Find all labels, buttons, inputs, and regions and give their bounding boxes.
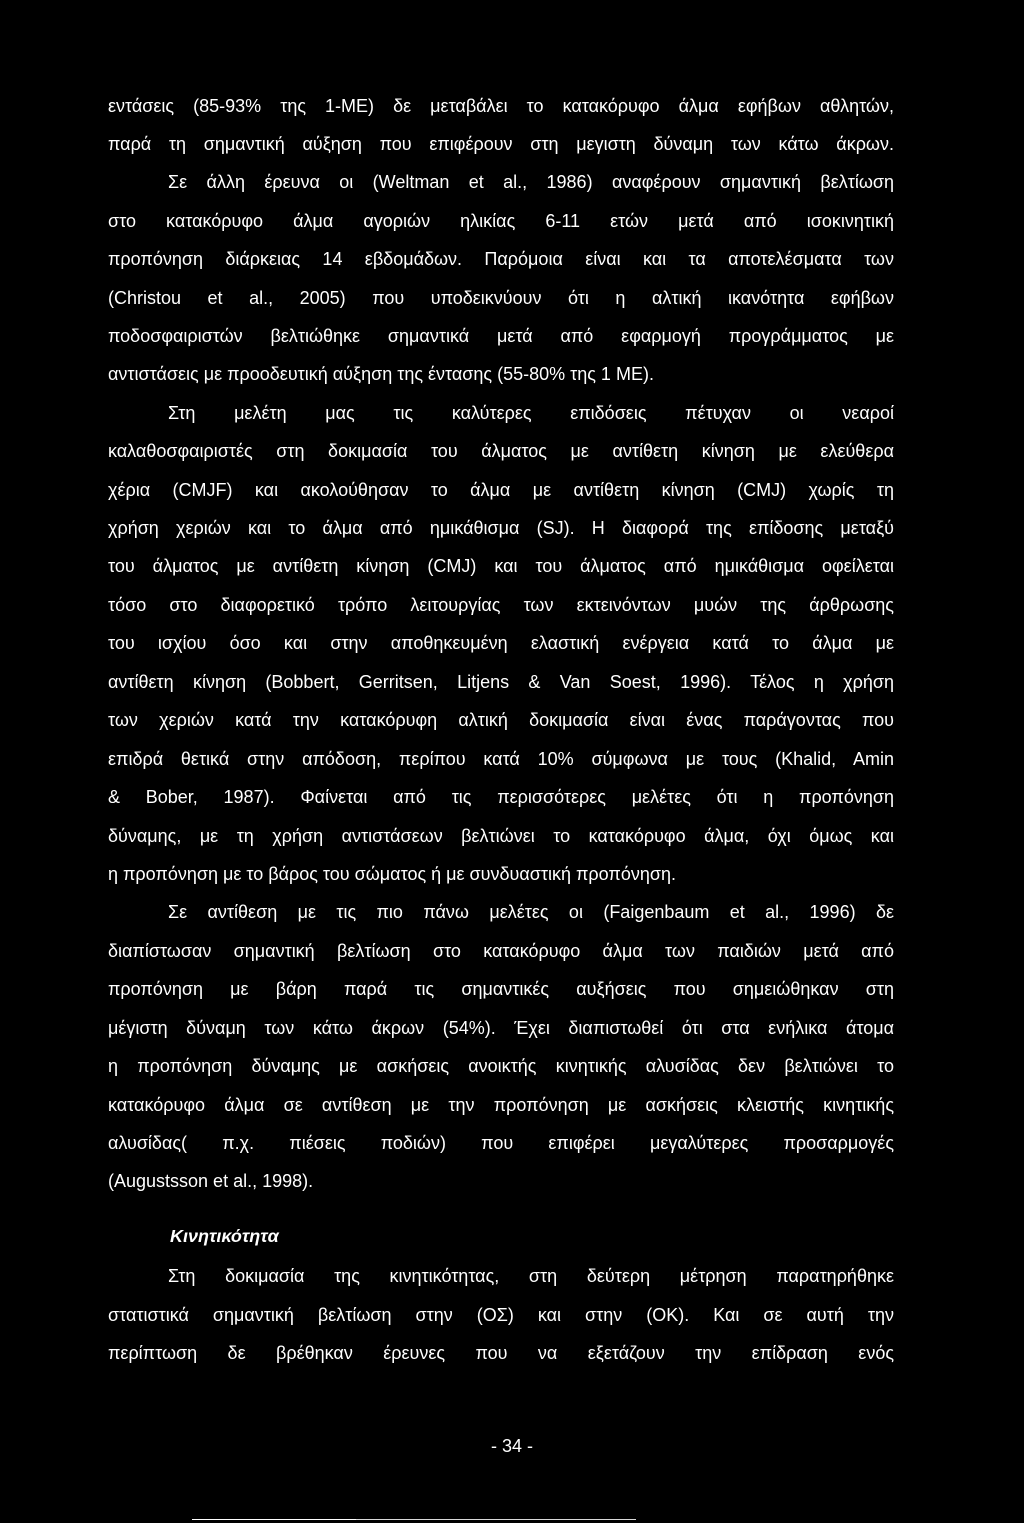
text-line: αλυσίδας( π.χ. πιέσεις ποδιών) που επιφέρει μεγαλύτερες προσαρμογές xyxy=(108,1133,894,1153)
text-line: χρήση χεριών και το άλμα από ημικάθισμα (SJ). Η διαφορά της επίδοσης μεταξύ xyxy=(108,518,894,538)
text-line: των χεριών κατά την κατακόρυφη αλτική δοκιμασία είναι ένας παράγοντας που xyxy=(108,710,894,730)
footer-rule-left xyxy=(192,1519,356,1520)
text-line: & Bober, 1987). Φαίνεται από τις περισσότερες μελέτες ότι η προπόνηση xyxy=(108,787,894,807)
text-line: (Christou et al., 2005) που υποδεικνύουν ότι η αλτική ικανότητα εφήβων xyxy=(108,288,894,308)
body-paragraphs xyxy=(108,96,894,1191)
text-line: Στη δοκιμασία της κινητικότητας, στη δεύτερη μέτρηση παρατηρήθηκε xyxy=(168,1266,894,1286)
text-line: η προπόνηση με το βάρος του σώματος ή με συνδυαστική προπόνηση. xyxy=(108,864,676,884)
text-line: τόσο στο διαφορετικό τρόπο λειτουργίας των εκτεινόντων μυών της άρθρωσης xyxy=(108,595,894,615)
text-line: αντίθετη κίνηση (Bobbert, Gerritsen, Litjens & Van Soest, 1996). Τέλος η χρήση xyxy=(108,672,894,692)
text-line: επιδρά θετικά στην απόδοση, περίπου κατά 10% σύμφωνα με τους (Khalid, Amin xyxy=(108,749,894,769)
text-line: μέγιστη δύναμη των κάτω άκρων (54%). Έχει διαπιστωθεί ότι στα ενήλικα άτομα xyxy=(108,1018,894,1038)
text-line: κατακόρυφο άλμα σε αντίθεση με την προπόνηση με ασκήσεις κλειστής κινητικής xyxy=(108,1095,894,1115)
text-line: καλαθοσφαιριστές στη δοκιμασία του άλματος με αντίθετη κίνηση με ελεύθερα xyxy=(108,441,894,461)
text-line: του ισχίου όσο και στην αποθηκευμένη ελαστική ενέργεια κατά το άλμα με xyxy=(108,633,894,653)
text-line: εντάσεις (85-93% της 1-ΜΕ) δε μεταβάλει το κατακόρυφο άλμα εφήβων αθλητών, xyxy=(108,96,894,116)
text-line: του άλματος με αντίθετη κίνηση (CMJ) και του άλματος από ημικάθισμα οφείλεται xyxy=(108,556,894,576)
section-heading: Κινητικότητα xyxy=(170,1226,279,1246)
text-line: προπόνηση διάρκειας 14 εβδομάδων. Παρόμοια είναι και τα αποτελέσματα των xyxy=(108,249,894,269)
page-number: - 34 - xyxy=(490,1436,533,1456)
section-paragraph xyxy=(108,1266,894,1363)
text-line: η προπόνηση δύναμης με ασκήσεις ανοικτής κινητικής αλυσίδας δεν βελτιώνει το xyxy=(108,1056,894,1076)
text-line: περίπτωση δε βρέθηκαν έρευνες που να εξετάζουν την επίδραση ενός xyxy=(108,1343,894,1363)
text-line: χέρια (CMJF) και ακολούθησαν το άλμα με αντίθετη κίνηση (CMJ) χωρίς τη xyxy=(108,480,894,500)
text-line: προπόνηση με βάρη παρά τις σημαντικές αυξήσεις που σημειώθηκαν στη xyxy=(108,979,894,999)
text-line: Σε άλλη έρευνα οι (Weltman et al., 1986) αναφέρουν σημαντική βελτίωση xyxy=(168,172,894,192)
footer-rule-right xyxy=(356,1519,636,1520)
text-line: στατιστικά σημαντική βελτίωση στην (ΟΣ) και στην (ΟΚ). Και σε αυτή την xyxy=(108,1305,894,1325)
text-line: παρά τη σημαντική αύξηση που επιφέρουν στη μεγιστη δύναμη των κάτω άκρων. xyxy=(108,134,894,154)
text-line: δύναμης, με τη χρήση αντιστάσεων βελτιώνει το κατακόρυφο άλμα, όχι όμως και xyxy=(108,826,894,846)
text-line: Στη μελέτη μας τις καλύτερες επιδόσεις πέτυχαν οι νεαροί xyxy=(168,403,894,423)
text-line: Σε αντίθεση με τις πιο πάνω μελέτες οι (Faigenbaum et al., 1996) δε xyxy=(168,902,894,922)
text-line: ποδοσφαιριστών βελτιώθηκε σημαντικά μετά από εφαρμογή προγράμματος με xyxy=(108,326,894,346)
text-line: στο κατακόρυφο άλμα αγοριών ηλικίας 6-11 ετών μετά από ισοκινητική xyxy=(108,211,894,231)
text-line: διαπίστωσαν σημαντική βελτίωση στο κατακόρυφο άλμα των παιδιών μετά από xyxy=(108,941,894,961)
text-line: αντιστάσεις με προοδευτική αύξηση της έντασης (55-80% της 1 ΜΕ). xyxy=(108,364,654,384)
text-line: (Augustsson et al., 1998). xyxy=(108,1171,314,1191)
